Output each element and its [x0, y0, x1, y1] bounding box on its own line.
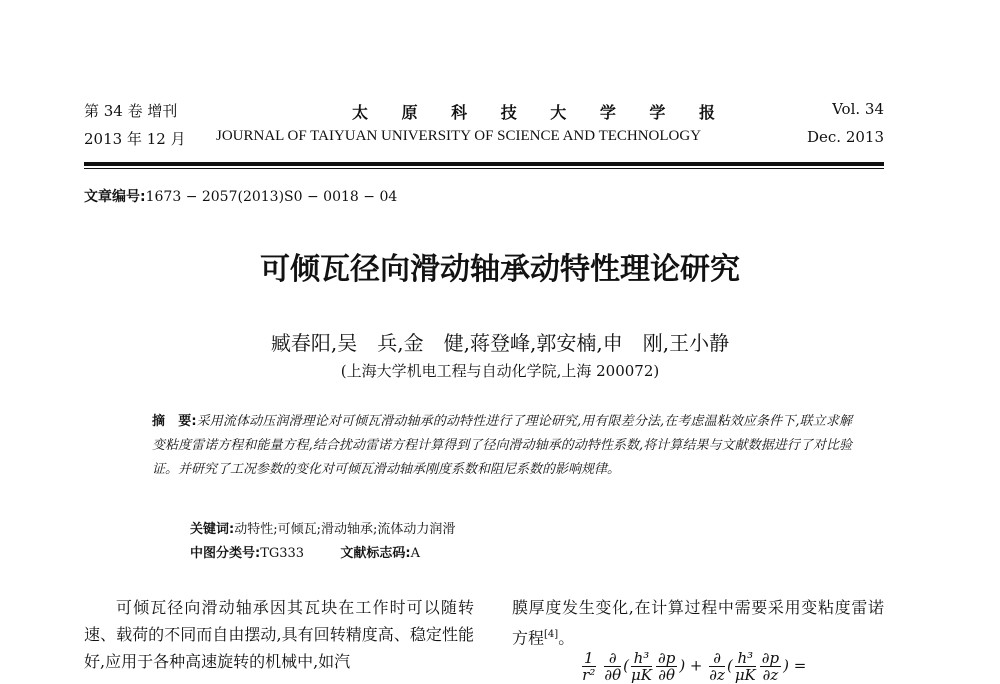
date-en: Dec. 2013	[806, 128, 884, 146]
body-right-column: 膜厚度发生变化,在计算过程中需要采用变粘度雷诺方程[4]。	[512, 598, 884, 648]
doc-code-value: A	[410, 546, 420, 561]
article-number	[84, 186, 397, 206]
paper-title: 可倾瓦径向滑动轴承动特性理论研究	[260, 252, 740, 287]
doc-code-label: 文献标志码:	[340, 546, 411, 561]
body-right-text: 膜厚度发生变化,在计算过程中需要采用变粘度雷诺方程	[512, 598, 884, 648]
header-rule-thick	[84, 162, 884, 166]
classification	[190, 542, 420, 561]
journal-title-cn: 太 原 科 技 大 学 学 报	[352, 103, 729, 122]
date-cn: 2013 年 12 月	[84, 130, 186, 148]
body-left-column: 可倾瓦径向滑动轴承因其瓦块在工作时可以随转速、载荷的不同而自由摆动,具有回转精度高、稳定性能好,应用于各种高速旋转的机械中,如汽	[84, 598, 474, 671]
abstract-label: 摘 要:	[152, 414, 197, 429]
article-number-value: 1673 − 2057(2013)S0 − 0018 − 04	[145, 189, 398, 205]
header-rule-thin	[84, 168, 884, 169]
reynolds-equation: $\frac{1}{\text{r²}}$ $\frac{\partial}{\partial\theta}$ ( $\frac{\text{h³}}{\mu K}$ $\frac{\partial p}{\partial\theta}$ ) + $\frac{\partial}{\partial z}$ ( $\frac{\text{h³}}{\mu K}$ $\frac{\partial p}{\partial z}$ ) =	[582, 649, 807, 684]
keywords	[190, 518, 455, 537]
abstract	[152, 410, 852, 482]
citation-ref: [4]	[544, 629, 559, 640]
clc-value: TG333	[260, 546, 305, 561]
article-number-label: 文章编号:	[84, 189, 146, 205]
volume-cn: 第 34 卷 增刊	[84, 102, 178, 120]
volume-en: Vol. 34	[832, 100, 884, 118]
affiliation: (上海大学机电工程与自动化学院,上海 200072)	[340, 362, 660, 380]
keywords-label: 关键词:	[190, 522, 235, 537]
clc-label: 中图分类号:	[190, 546, 261, 561]
author-list: 臧春阳,吴 兵,金 健,蒋登峰,郭安楠,申 刚,王小静	[270, 331, 730, 355]
journal-title-en: JOURNAL OF TAIYUAN UNIVERSITY OF SCIENCE AND TECHNOLOGY	[216, 128, 702, 144]
abstract-text: 采用流体动压润滑理论对可倾瓦滑动轴承的动特性进行了理论研究,用有限差分法,在考虑温粘效应条件下,联立求解变粘度雷诺方程和能量方程,结合扰动雷诺方程计算得到了径向滑动轴承的动特性系数,将计算结果与文献数据进行了对比验证。并研究了工况参数的变化对可倾瓦滑动轴承刚度系数和阻尼系数的影响规律。	[152, 414, 853, 477]
keywords-text: 动特性;可倾瓦;滑动轴承;流体动力润滑	[234, 522, 456, 537]
